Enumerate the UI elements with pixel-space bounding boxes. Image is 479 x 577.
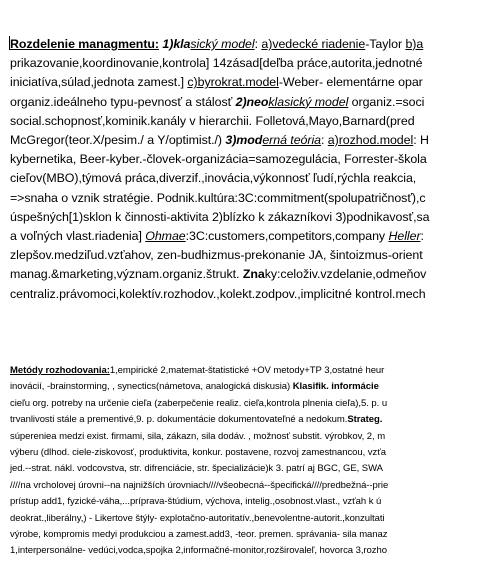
text-line — [10, 171, 416, 185]
text-run: 3)mod — [225, 133, 263, 147]
text-run: Strateg. — [347, 414, 383, 426]
text-run: -Weber- elementárne opar — [278, 75, 423, 90]
text-line — [10, 75, 423, 89]
text-line — [10, 267, 426, 281]
text-run: jed.--strat. nákl. vodcovstva, str. difrenciácie, str. špecializácie)k 3. patrí aj BGC, GE, SWA — [10, 463, 383, 475]
text-run: social.schopnosť,kominik.kanály v hierarchii. Folletová,Mayo,Barnard(pred — [10, 113, 415, 128]
text-line — [10, 545, 387, 556]
text-run: 2)neo — [235, 94, 269, 109]
text-run: McGregor(teor.X/pesim./ a Y/optimist./) — [10, 133, 226, 147]
text-run: 1,interpersonálne- vedúci,vodca,spojka 2,informačné-monitor,rozširovaleľ, hovorca 3,rozho — [10, 545, 387, 557]
text-line — [10, 56, 423, 70]
text-run: Ohmae — [145, 229, 186, 243]
text-line — [10, 95, 424, 109]
text-run: -Taylor — [365, 37, 406, 51]
text-run: deokrat.,liberálny,) - Likertove štýly- explotačno-autoritatív.,benevolentne-autorit.,konzultati — [10, 512, 385, 524]
text-run: =>snaha o vznik stratégie. Podnik.kultúra:3C:commitment(spolupatričnosť),c — [10, 190, 426, 205]
text-line — [10, 431, 385, 442]
text-run: 1,empirické 2,matemat-štatistické +OV metody+TP 3,ostatné heur — [109, 365, 385, 376]
text-line — [10, 480, 388, 491]
text-run: manag.&marketing,význam.organiz.štrukt. — [10, 267, 243, 282]
text-line — [10, 496, 381, 507]
text-run: výberu (dlhod. ciele-ziskovosť, produktivita, konkur. postavene, rozvoj zamestnancou, vzťa — [10, 447, 386, 458]
text-line — [10, 152, 427, 166]
text-run: vedecké riadenie — [272, 37, 366, 51]
text-run: erná teória — [262, 133, 321, 147]
text-run: iniciatíva,súlad,jednota zamest.] — [10, 75, 188, 90]
text-run: prístup add1, fyzické-váha,...príprava-štúdium, výchova, intelig.,osobnost.vlast., vzťah k ú — [10, 496, 382, 508]
text-run: :3C:customers,competitors,company — [185, 229, 389, 243]
text-run: Rozdelenie managmentu: — [10, 37, 159, 51]
text-run: Zna — [242, 267, 265, 282]
text-line — [10, 398, 387, 409]
text-run: b)a — [405, 37, 424, 51]
text-run: trvanlivosti stále a prementivé,9. p. dokumentácie dokumentovateľné a nedokum. — [10, 414, 348, 426]
text-run: Klasifik. informácie — [292, 381, 379, 393]
text-run: inovácií, -brainstorming, , synectics(námetova, analogická diskusia) — [10, 381, 293, 393]
text-line — [10, 248, 423, 262]
text-line — [10, 287, 426, 301]
text-run: súpereniea medzi exist. firmami, sila, zákazn, sila dodáv. , možnosť substit. výrobkov, 2, m — [10, 430, 386, 442]
text-line — [10, 529, 387, 540]
text-line — [10, 37, 423, 51]
text-run: výrobe, kompromis medyi produkciou a zamest.add3, -teor. premen. správania- sila manaz — [10, 529, 388, 540]
text-line — [10, 114, 415, 128]
text-run: Metódy rozhodovania: — [10, 365, 110, 376]
text-run: : H — [413, 133, 429, 147]
text-run: a) — [261, 37, 273, 51]
text-run: úspešných[1)sklon k činnosti-aktivita 2)blízko k zákazníkovi 3)podnikavosť,sa — [10, 209, 430, 224]
text-line — [10, 513, 385, 524]
text-line — [10, 133, 429, 147]
text-run: ky:celoživ.vzdelanie,odmeňov — [264, 267, 427, 282]
text-run: centraliz.právomoci,kolektív.rozhodov.,kolekt.zodpov.,implicitné kontrol.mech — [10, 286, 426, 301]
text-run: 1)kla — [162, 37, 191, 51]
text-line — [10, 210, 430, 224]
text-run: : — [321, 133, 328, 147]
text-run: organiz.ideálneho typu-pevnosť a stálosť — [10, 94, 236, 109]
text-run: prikazovanie,koordinovanie,kontrola] 14zásad[deľba práce,autorita,jednotné — [10, 56, 423, 71]
text-line — [10, 191, 426, 205]
text-run: zlepšov.medziľud.vzťahov, zen-budhizmus-prekonanie JA, šintoizmus-orient — [10, 248, 423, 263]
text-run: kybernetika, Beer-kyber.-človek-organizácia=samozegulácia, Forrester-škola — [10, 152, 427, 167]
text-run: : — [420, 229, 424, 243]
text-line — [10, 381, 379, 392]
text-run: a voľných vlast.riadenia] — [10, 229, 146, 243]
text-line — [10, 229, 424, 243]
text-line — [10, 447, 386, 458]
text-line — [10, 463, 383, 474]
text-run: sický model — [190, 37, 255, 51]
text-run: a)rozhod.model — [327, 133, 414, 147]
text-run: klasický model — [268, 94, 349, 109]
text-run: Heller — [388, 229, 421, 243]
text-run: cieľu org. potreby na určenie cieľa (zaberpečenie realiz. cieľa,kontrola plnenia cieľa),5. p. u — [10, 397, 388, 409]
text-run: : — [254, 37, 262, 51]
text-run: organiz.=soci — [348, 94, 425, 109]
text-run: cieľov(MBO),týmová práca,diverzif.,inovácia,výkonnosť ľudí,rýchla reakcia, — [10, 171, 417, 186]
text-run: c)byrokrat.model — [187, 75, 279, 90]
text-run: ////na vrcholovej úrovni--na najnižších úrovniach////všeobecná--špecifická////predbežná--prie — [10, 479, 389, 491]
text-line — [10, 365, 384, 376]
text-line — [10, 414, 382, 425]
